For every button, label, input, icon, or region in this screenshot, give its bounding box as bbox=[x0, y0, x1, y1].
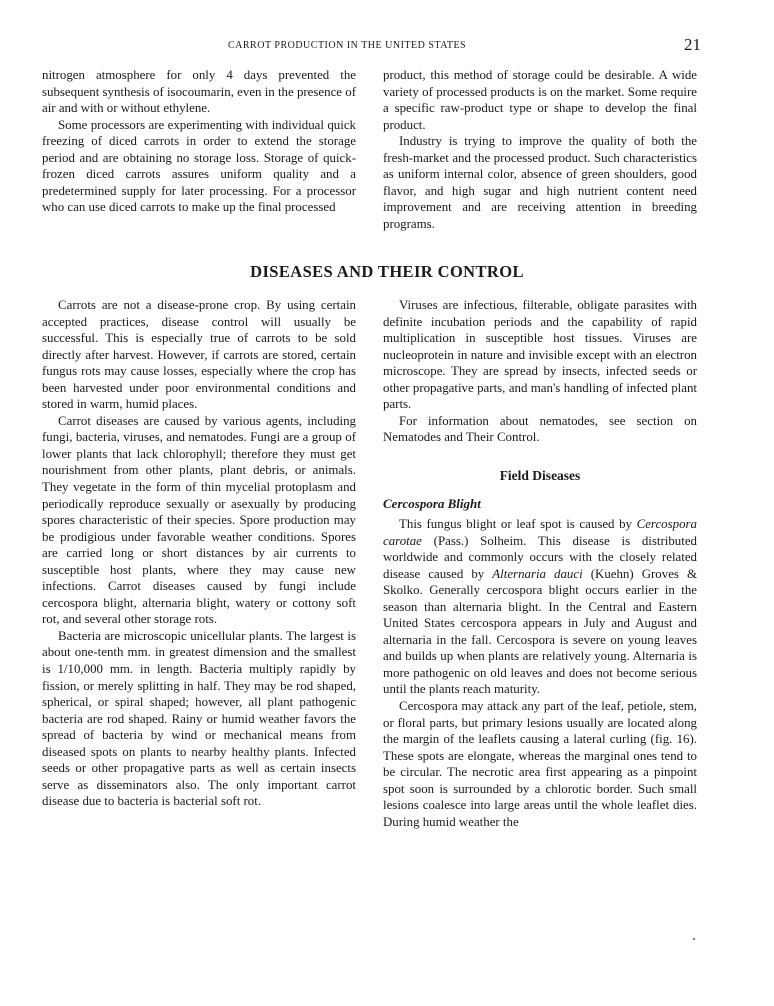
scan-mark bbox=[693, 938, 695, 940]
paragraph: product, this method of storage could be desirable. A wide variety of processed products is on the market. Some require a specific raw-product type or shape to develop the final product. bbox=[383, 68, 697, 132]
paragraph: Viruses are infectious, filterable, obligate parasites with definite incubation periods and the capability of rapid multiplication in susceptible host tissues. Viruses are nucleoprotein in nature and invisible except with an electron microscope. They are spread by insects, infected seeds or other propagative parts, and man's handling of infected plant parts. bbox=[383, 298, 697, 412]
section-heading: DISEASES AND THEIR CONTROL bbox=[250, 262, 524, 281]
running-head: CARROT PRODUCTION IN THE UNITED STATES bbox=[228, 40, 467, 51]
text-run: (Kuehn) Groves & Skolko. Generally cercospora blight occurs earlier in the season than alternaria blight. In the Central and Eastern United States cercospora appears in July and August and alternaria in the fall. Cercospora is severe on young leaves and builds up when plants are relatively young. Alternaria is more pathogenic on old leaves and does not become serious until the plants reach maturity. bbox=[383, 566, 697, 697]
text-run: This fungus blight or leaf spot is caused by bbox=[399, 517, 637, 532]
species-name: Alternaria dauci bbox=[492, 566, 583, 581]
paragraph: Bacteria are microscopic unicellular plants. The largest is about one-tenth mm. in greatest dimension and the smallest is 1/10,000 mm. in length. Bacteria multiply rapidly by fission, or merely splitting in half. They may be rod shaped, spherical, or spiral shaped; however, all plant pathogenic bacteria are rod shaped. Rainy or humid weather favors the spread of bacteria by wind or mechanical means from diseased spots on plants to nearby healthy plants. Infected seeds or other propagative parts as well as certain insects serve as disseminators also. The only important carrot disease due to bacteria is bacterial soft rot. bbox=[42, 628, 356, 809]
paragraph: For information about nematodes, see section on Nematodes and Their Control. bbox=[383, 413, 697, 445]
paragraph bbox=[383, 516, 697, 698]
paragraph: Carrots are not a disease-prone crop. By using certain accepted practices, disease control will usually be successful. This is especially true of carrots to be sold directly after harvest. However, if carrots are stored, certain fungus rots may cause losses, especially where the crop has been harvested under poor environmental conditions and stored in warm, humid places. bbox=[42, 298, 356, 412]
paragraph: Cercospora may attack any part of the leaf, petiole, stem, or floral parts, but primary lesions usually are located along the margin of the leaflets causing a lateral curling (fig. 16). These spots are elongate, whereas the marginal ones tend to be circular. The necrotic area first appearing as a pinpoint spot soon is surrounded by a chlorotic border. Such small lesions coalesce into large areas until the whole leaflet dies. During humid weather the bbox=[383, 699, 697, 829]
paragraph: Carrot diseases are caused by various agents, including fungi, bacteria, viruses, and nematodes. Fungi are a group of lower plants that lack chlorophyll; therefore they must get nourishment from other plants, plant debris, or animals. They vegetate in the form of thin mycelial protoplasm and periodically reproduce sexually or asexually by producing spores characteristic of their species. Spore production may be prodigious under favorable weather conditions. Spores are carried long or short distances by air currents to susceptible host plants, where they may cause new infections. Carrot diseases caused by fungi include cercospora blight, alternaria blight, watery or cottony soft rot, and several other storage rots. bbox=[42, 413, 356, 627]
section-left-column bbox=[42, 297, 356, 810]
paragraph: nitrogen atmosphere for only 4 days prevented the subsequent synthesis of isocoumarin, even in the presence of air and with or without ethylene. bbox=[42, 68, 356, 116]
species-name: Cercospora carotae bbox=[383, 517, 697, 548]
text-run: (Pass.) Solheim. This disease is distributed worldwide and commonly occurs with the closely related disease caused by bbox=[383, 533, 697, 581]
paragraph: Some processors are experimenting with individual quick freezing of diced carrots in order to extend the storage period and are obtaining no storage loss. Storage of quick-frozen diced carrots assures uniform quality and a predetermined supply for later processing. For a processor who can use diced carrots to make up the final processed bbox=[42, 117, 356, 215]
page-number: 21 bbox=[684, 35, 701, 54]
top-right-column bbox=[383, 67, 697, 232]
paragraph: Industry is trying to improve the quality of both the fresh-market and the processed product. Such characteristics as uniform internal color, absence of green shoulders, good flavor, and high sugar and high nutrient content need improvement and are receiving attention in breeding programs. bbox=[383, 134, 697, 231]
section-right-column bbox=[383, 297, 697, 830]
subheading-cercospora-blight: Cercospora Blight bbox=[383, 496, 481, 512]
top-left-column bbox=[42, 67, 356, 216]
subheading-field-diseases: Field Diseases bbox=[499, 467, 581, 483]
